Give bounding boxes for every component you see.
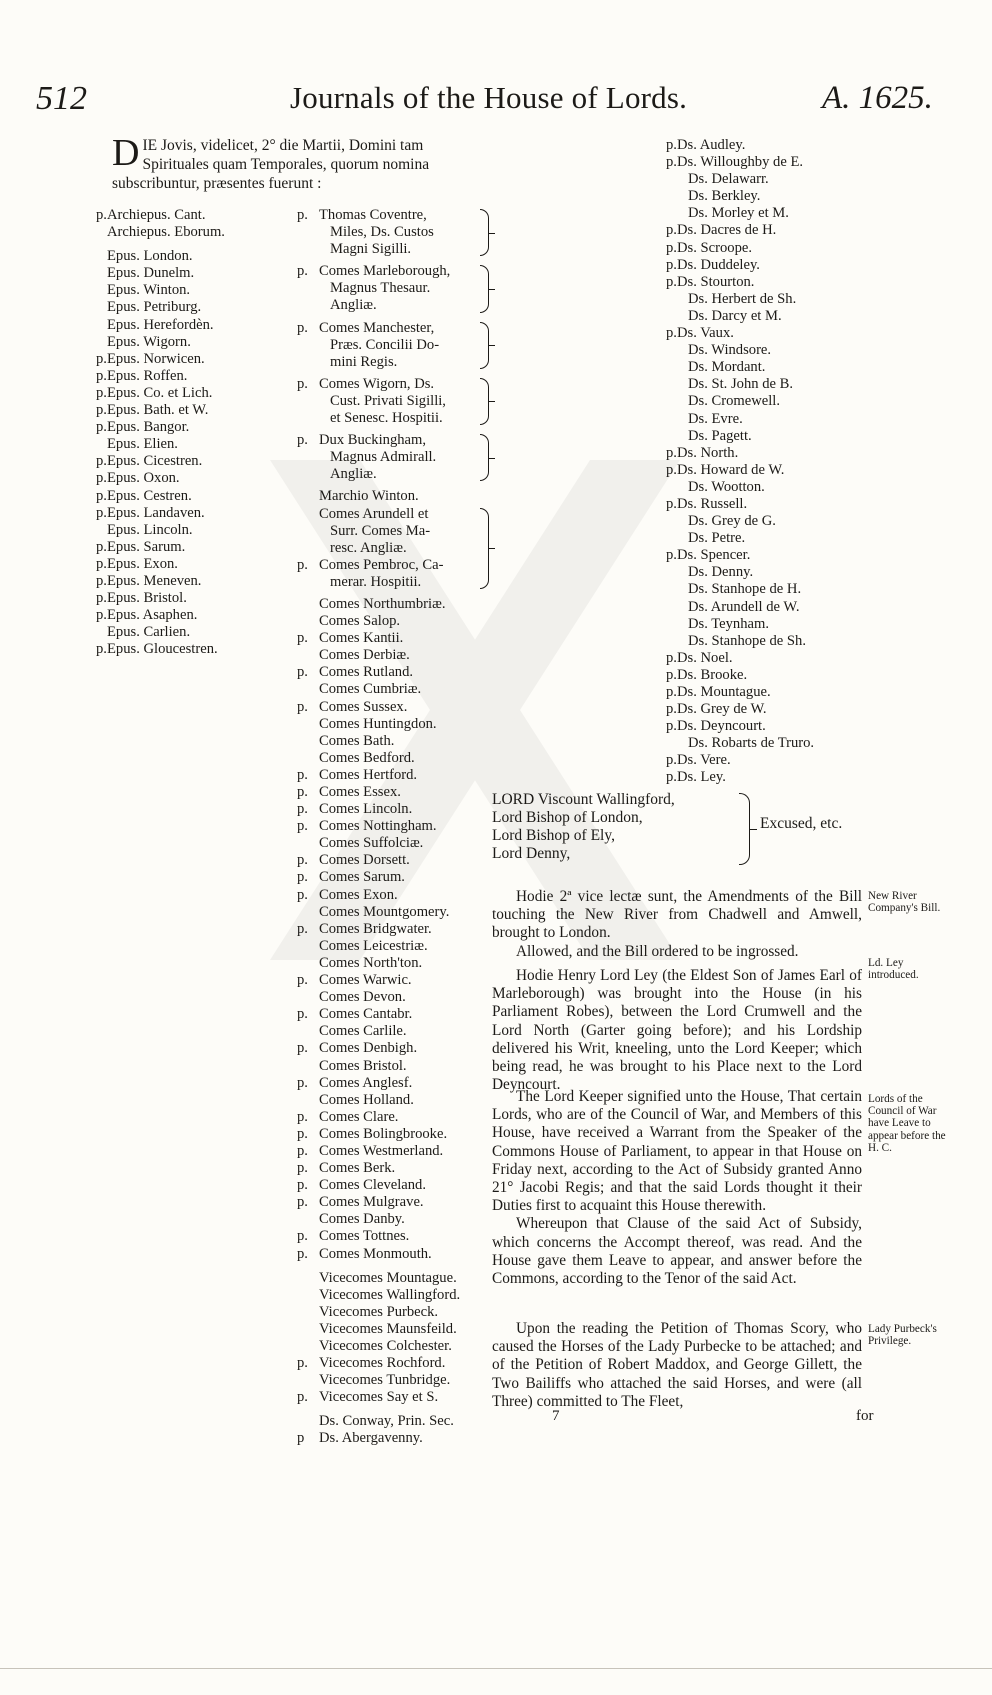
drop-cap: D [112, 132, 140, 174]
attendee-line: Vicecomes Tunbridge. [319, 1372, 451, 1389]
attendee-line: Ds. Delawarr. [688, 171, 769, 188]
attendee-line: p.Ds. Spencer. [666, 547, 751, 564]
arundel-group [297, 506, 497, 591]
attendee-line: Ds. Evre. [688, 410, 743, 427]
attendee-line: p. Comes Cleveland. [297, 1177, 427, 1194]
attendee-line: p.Ds. Stourton. [666, 273, 755, 290]
attendee-line: Ds. Wootton. [688, 478, 765, 495]
attendee-line: merar. Hospitii. [330, 573, 422, 590]
attendee-line: p.Ds. Deyncourt. [666, 718, 766, 735]
attendee-line: p.Ds. Grey de W. [666, 701, 767, 718]
attendee-line: Ds. Darcy et M. [688, 307, 782, 324]
attendee-line: p.Epus. Gloucestren. [96, 641, 218, 658]
attendee-line: Comes Cumbriæ. [319, 681, 422, 698]
attendee-line: p.Ds. Ley. [666, 769, 726, 786]
attendee-line: Miles, Ds. Custos [330, 224, 434, 241]
attendee-line: Epus. Wigorn. [107, 333, 191, 350]
attendee-line: mini Regis. [330, 353, 398, 370]
attendee-line: p.Ds. Howard de W. [666, 461, 785, 478]
margin-note-council: Lords of the Council of War have Leave to appear before the H. C. [868, 1093, 946, 1154]
attendee-line: Epus. Elien. [107, 436, 178, 453]
attendee-line: p. Comes Cantabr. [297, 1006, 413, 1023]
attendee-line: p. Comes Sarum. [297, 869, 405, 886]
attendee-line: p. Comes Mulgrave. [297, 1194, 424, 1211]
attendee-line: Epus. Winton. [107, 282, 191, 299]
attendee-line: p.Epus. Bangor. [96, 419, 190, 436]
brace [739, 793, 750, 865]
attendee-line: Vicecomes Mountague. [319, 1269, 457, 1286]
attendee-line: Comes Arundell et [319, 505, 429, 522]
attendee-line: Ds. Arundell de W. [688, 598, 800, 615]
attendee-line: Vicecomes Colchester. [319, 1338, 452, 1354]
attendee-line: Comes Mountgomery. [319, 903, 450, 920]
attendee-line: p.Epus. Asaphen. [96, 607, 198, 624]
attendee-line: Ds. Mordant. [688, 359, 766, 376]
catchword: for [856, 1408, 874, 1424]
attendee-line: p.Ds. Duddeley. [666, 256, 760, 273]
attendee-line: p. Comes Bolingbrooke. [297, 1125, 448, 1142]
attendee-line: Epus. Petriburg. [107, 299, 202, 316]
scory-entry [492, 1320, 862, 1411]
attendee-line: p. Comes Hertford. [297, 766, 418, 783]
bottom-rule [0, 1668, 992, 1669]
whereupon-paragraph: Whereupon that Clause of the said Act of Subsidy, which concerns the Accompt thereof, was read. And the House gave them Leave to appear, and answer before the Commons, according to the Tenor of the said Act. [492, 1215, 862, 1288]
page-year: A. 1625. [822, 80, 933, 116]
attendee-line: p. Comes Essex. [297, 784, 401, 800]
attendee-line: p.Ds. Willoughby de E. [666, 154, 804, 171]
attendee-line: p.Ds. Vaux. [666, 325, 734, 342]
attendee-line: p. Comes Warwic. [297, 972, 412, 989]
attendee-line: Ds. Petre. [688, 530, 746, 547]
marchio-line: Marchio Winton. [319, 488, 419, 505]
excused-lord: Lord Denny, [492, 845, 571, 862]
officer-group [297, 207, 497, 258]
attendance-column-barons [666, 137, 896, 787]
margin-note-ley: Ld. Ley introduced. [868, 957, 919, 982]
attendee-line: Ds. Windsore. [688, 342, 772, 359]
attendee-line: p.Epus. Norwicen. [96, 350, 205, 367]
attendee-line: p. Comes Westmerland. [297, 1142, 444, 1159]
attendee-line: p. Comes Pembroc, Ca- [297, 556, 444, 573]
attendee-line: p. Vicecomes Say et S. [297, 1389, 439, 1406]
running-title: Journals of the House of Lords. [290, 80, 688, 115]
attendee-line: p.Ds. Audley. [666, 137, 746, 153]
attendee-line: Comes Leicestriæ. [319, 937, 428, 954]
excused-lord: LORD Viscount Wallingford, [492, 791, 675, 808]
attendee-line: p. Dux Buckingham, [297, 432, 427, 449]
attendee-line: p.Ds. Mountague. [666, 684, 771, 700]
attendee-line: p.Ds. Brooke. [666, 666, 748, 683]
attendee-line: Comes Bath. [319, 732, 395, 749]
attendance-column-bishops [96, 207, 286, 658]
brace [480, 265, 489, 312]
attendee-line: p.Ds. Noel. [666, 649, 733, 666]
attendee-line: Ds. Pagett. [688, 427, 752, 444]
scory-paragraph: Upon the reading the Petition of Thomas Scory, who caused the Horses of the Lady Purbecke to be attached; and of the Petition of Robert Maddox, and George Gillett, the Two Bailiffs who attached the said Horses, and were (all Three) committed to The Fleet, [492, 1320, 862, 1410]
attendee-line: p Ds. Abergavenny. [297, 1430, 423, 1447]
attendee-line: p. Comes Kantii. [297, 630, 404, 647]
attendee-line: p.Epus. Landaven. [96, 504, 205, 521]
attendee-line: Præs. Concilii Do- [330, 336, 440, 353]
attendee-line: Ds. Herbert de Sh. [688, 290, 797, 307]
council-paragraph: The Lord Keeper signified unto the House, That certain Lords, who are of the Council of War, and Members of this House, have received a Warrant from the Speaker of the Commons House of Parliament, to appear in that House on Friday next, according to the Act of Subsidy granted Anno 21° Jacobi Regis; and that the said Lords thought it their Duties first to acquaint this House therewith. [492, 1088, 862, 1215]
attendee-line: p.Epus. Oxon. [96, 470, 180, 487]
attendee-line: Surr. Comes Ma- [330, 522, 431, 539]
attendee-line: Ds. Teynham. [688, 615, 769, 632]
attendee-line: p.Epus. Cestren. [96, 487, 192, 504]
attendee-line: Epus. Carlien. [107, 624, 191, 641]
attendee-line: p.Epus. Sarum. [96, 538, 186, 555]
attendee-line: p.Epus. Bath. et W. [96, 402, 209, 419]
intro-paragraph [112, 132, 482, 193]
attendee-line: p.Epus. Cicestren. [96, 453, 203, 470]
attendee-line: Comes Bedford. [319, 749, 415, 766]
attendee-line: p. Comes Clare. [297, 1108, 399, 1125]
attendee-line: Comes North'ton. [319, 954, 423, 971]
new-river-entry [492, 888, 862, 961]
attendee-line: p. Vicecomes Rochford. [297, 1355, 446, 1372]
attendee-line: Ds. Denny. [688, 564, 754, 581]
attendee-line: Archiepus. Eborum. [107, 224, 225, 241]
attendee-line: p.Epus. Co. et Lich. [96, 384, 213, 401]
attendee-line: Vicecomes Purbeck. [319, 1303, 439, 1320]
attendee-line: p. Comes Marleborough, [297, 263, 451, 280]
attendee-line: p. Comes Nottingham. [297, 818, 437, 835]
attendee-line: p. Comes Exon. [297, 886, 398, 903]
attendee-line: p. Comes Manchester, [297, 319, 435, 336]
attendee-line: resc. Angliæ. [330, 539, 407, 556]
attendee-line: p. Comes Sussex. [297, 698, 408, 715]
attendee-line: Ds. Stanhope de H. [688, 581, 802, 598]
attendee-line: p. Comes Tottnes. [297, 1228, 410, 1245]
attendee-line: Epus. Dunelm. [107, 265, 195, 282]
attendee-line: Epus. Lincoln. [107, 521, 193, 538]
attendee-line: Ds. St. John de B. [688, 376, 794, 393]
attendee-line: p. Comes Wigorn, Ds. [297, 375, 435, 392]
attendee-line: Comes Holland. [319, 1091, 414, 1108]
attendee-line: Comes Danby. [319, 1211, 405, 1228]
attendee-line: Vicecomes Wallingford. [319, 1286, 461, 1303]
officer-group [297, 432, 497, 483]
attendee-line: Ds. Robarts de Truro. [688, 735, 815, 752]
page-header [0, 80, 992, 130]
attendee-line: Ds. Cromewell. [688, 393, 781, 410]
ley-paragraph: Hodie Henry Lord Ley (the Eldest Son of James Earl of Marleborough) was brought into the House (in his Parliament Robes), between the Lord Crumwell and the Lord North (Garter going before); and his Lordship delivered his Writ, kneeling, unto the Lord Keeper; which being read, he was brought to his Place next to the Lord Deyncourt. [492, 967, 862, 1094]
excused-block [492, 791, 852, 863]
attendee-line: Epus. London. [107, 248, 193, 265]
attendee-line: p. Comes Rutland. [297, 664, 414, 681]
attendee-line: p.Ds. Dacres de H. [666, 222, 777, 239]
ley-entry [492, 967, 862, 1094]
brace [480, 434, 489, 481]
margin-note-purbeck: Lady Purbeck's Privilege. [868, 1323, 937, 1348]
attendee-line: Ds. Morley et M. [688, 205, 789, 222]
officer-group [297, 263, 497, 314]
attendee-line: Comes Carlile. [319, 1023, 407, 1040]
brace [480, 508, 489, 589]
new-river-paragraph: Hodie 2ª vice lectæ sunt, the Amendments of the Bill touching the New River from Chadwell and Amwell, brought to London. [492, 888, 862, 942]
attendee-line: Comes Suffolciæ. [319, 835, 424, 852]
attendee-line: p. Comes Anglesf. [297, 1074, 413, 1091]
excused-lord: Lord Bishop of Ely, [492, 827, 615, 844]
attendee-line: p. Comes Denbigh. [297, 1040, 418, 1057]
attendee-line: p. Thomas Coventre, [297, 207, 427, 223]
attendee-line: Magnus Thesaur. [330, 280, 431, 297]
brace [480, 378, 489, 425]
attendee-line: Comes Northumbriæ. [319, 595, 446, 612]
attendee-line: p.Ds. North. [666, 444, 739, 461]
signature-mark: 7 [552, 1408, 560, 1424]
attendee-line: Ds. Berkley. [688, 188, 761, 205]
brace [480, 209, 489, 256]
attendee-line: Comes Bristol. [319, 1057, 407, 1074]
attendee-line: Cust. Privati Sigilli, [330, 392, 446, 409]
attendee-line: Comes Salop. [319, 613, 401, 630]
attendee-line: p. Comes Dorsett. [297, 852, 410, 869]
attendee-line: Comes Devon. [319, 989, 406, 1006]
officer-group [297, 320, 497, 371]
attendee-line: p.Epus. Roffen. [96, 367, 188, 384]
intro-text: IE Jovis, videlicet, 2° die Martii, Domini tam Spirituales quam Temporales, quorum nomina subscribuntur, præsentes fuerunt : [112, 137, 430, 192]
attendee-line: Ds. Grey de G. [688, 513, 776, 530]
page-number: 512 [36, 80, 87, 117]
attendee-line: p.Epus. Bristol. [96, 590, 187, 607]
attendee-line: p. Comes Lincoln. [297, 801, 413, 818]
brace [480, 322, 489, 369]
excused-label: Excused, etc. [760, 815, 843, 832]
attendee-line: Ds. Conway, Prin. Sec. [319, 1413, 454, 1430]
attendee-line: Angliæ. [330, 466, 377, 483]
attendee-line: p. Comes Berk. [297, 1160, 396, 1177]
attendance-column-earls [297, 207, 497, 1448]
attendee-line: Epus. Herefordèn. [107, 316, 214, 333]
attendee-line: p. Comes Monmouth. [297, 1245, 432, 1262]
allowed-paragraph: Allowed, and the Bill ordered to be ingrossed. [516, 942, 799, 960]
attendee-line: Magnus Admirall. [330, 449, 437, 466]
attendee-line: Angliæ. [330, 297, 377, 314]
attendee-line: Vicecomes Maunsfeild. [319, 1320, 457, 1337]
attendee-line: p.Ds. Scroope. [666, 239, 752, 256]
attendee-line: p.Ds. Vere. [666, 752, 731, 769]
attendee-line: Ds. Stanhope de Sh. [688, 632, 806, 649]
attendee-line: p.Ds. Russell. [666, 495, 748, 512]
council-entry [492, 1088, 862, 1288]
attendee-line: Magni Sigilli. [330, 241, 412, 258]
attendee-line: p. Comes Bridgwater. [297, 920, 432, 937]
attendee-line: et Senesc. Hospitii. [330, 410, 443, 427]
attendee-line: Comes Derbiæ. [319, 647, 410, 664]
attendee-line: p.Archiepus. Cant. [96, 207, 206, 223]
attendee-line: p.Epus. Exon. [96, 555, 178, 572]
attendee-line: Comes Huntingdon. [319, 715, 437, 732]
excused-lord: Lord Bishop of London, [492, 809, 643, 826]
margin-note-new-river: New River Company's Bill. [868, 890, 941, 915]
officer-group [297, 376, 497, 427]
attendee-line: p.Epus. Meneven. [96, 572, 202, 589]
